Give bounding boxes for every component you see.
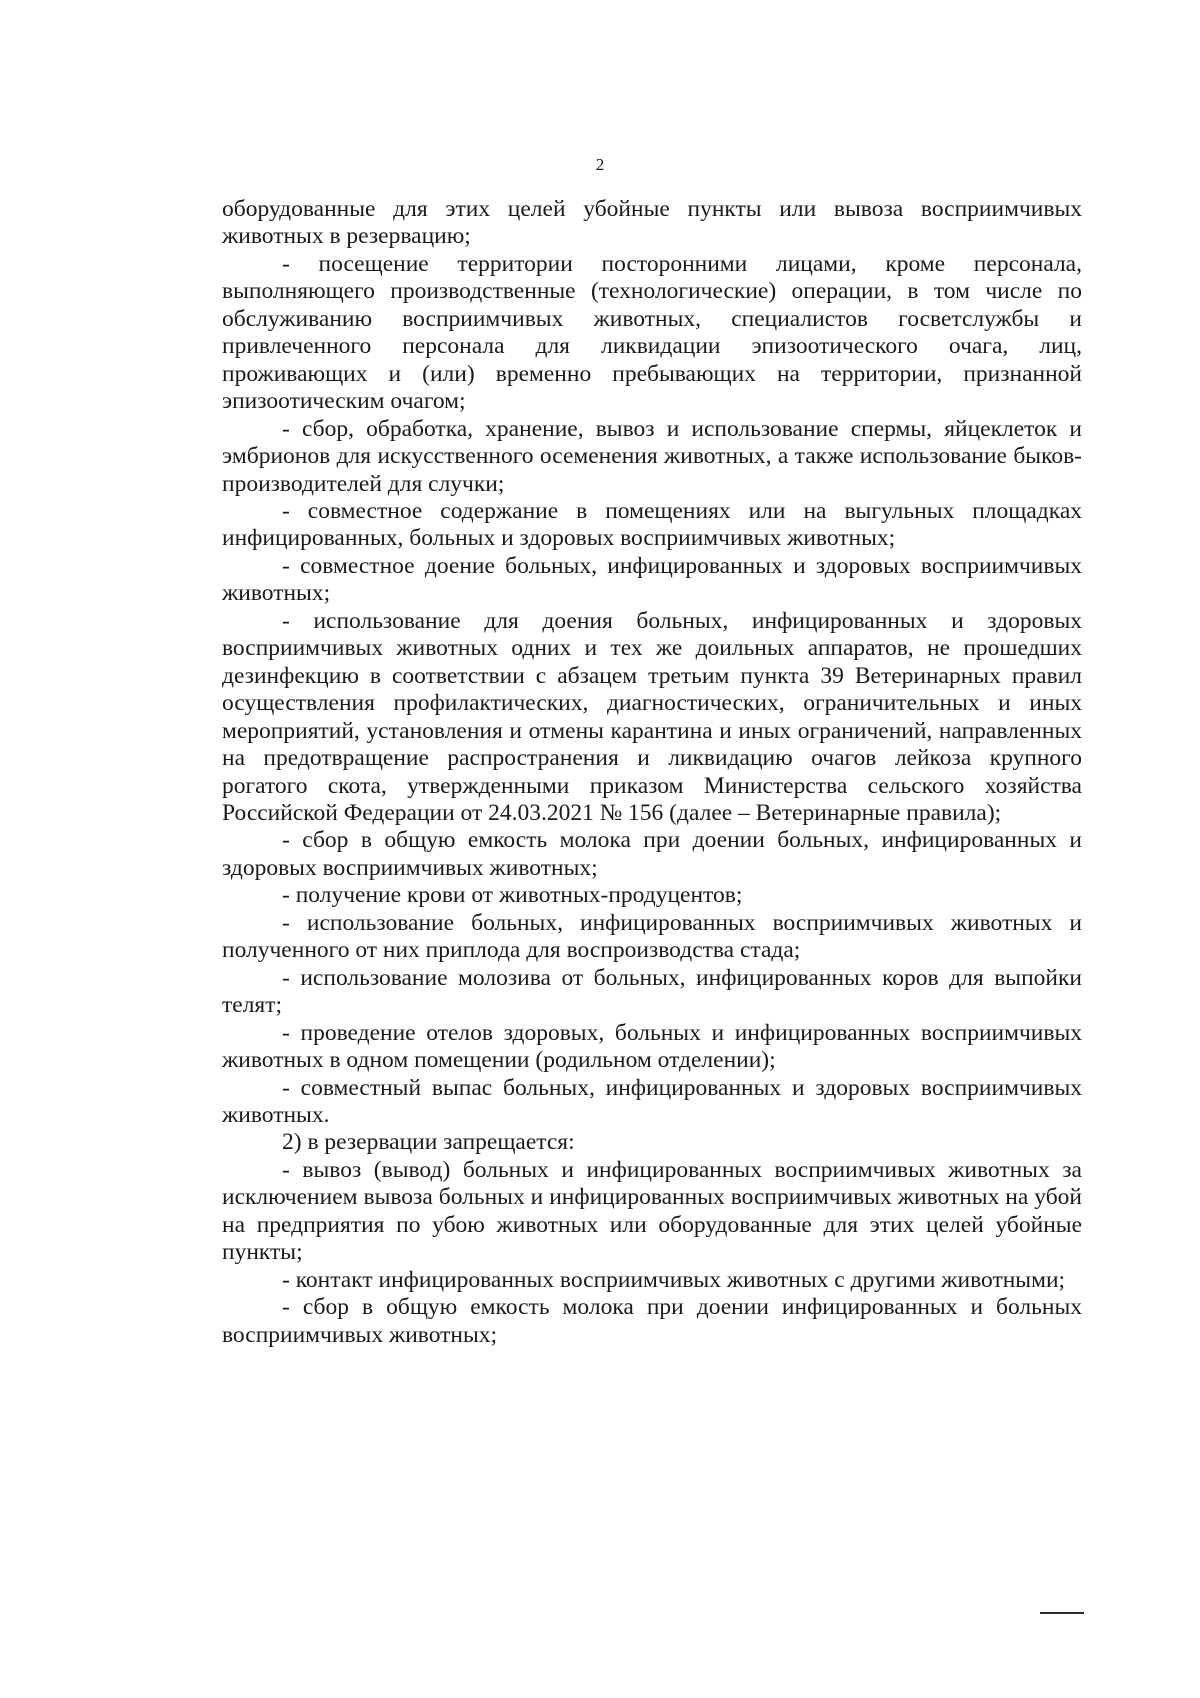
paragraph: - совместное доение больных, инфицированных и здоровых восприимчивых животных; <box>222 552 1082 607</box>
paragraph: - посещение территории посторонними лицами, кроме персонала, выполняющего производственные (технологические) операции, в том числе по обслуживанию восприимчивых животных, специалистов госветслужбы и привлеченного персонала для ликвидации эпизоотического очага, лиц, проживающих и (или) временно пребывающих на территории, признанной эпизоотическим очагом; <box>222 250 1082 415</box>
scan-edge-mark <box>1040 1612 1084 1614</box>
paragraph: - использование больных, инфицированных восприимчивых животных и полученного от них приплода для воспроизводства стада; <box>222 909 1082 964</box>
paragraph: - контакт инфицированных восприимчивых животных с другими животными; <box>282 1266 1066 1293</box>
paragraph: - совместный выпас больных, инфицированных и здоровых восприимчивых животных. <box>222 1074 1082 1128</box>
paragraph: - получение крови от животных-продуцентов; <box>282 882 743 909</box>
paragraph: - сбор, обработка, хранение, вывоз и использование спермы, яйцеклеток и эмбрионов для искусственного осеменения животных, а также использование быков-производителей для случки; <box>222 415 1082 497</box>
document-body <box>222 196 1082 1349</box>
paragraph: - сбор в общую емкость молока при доении инфицированных и больных восприимчивых животных; <box>222 1294 1082 1348</box>
page-number: 2 <box>595 155 605 174</box>
paragraph: - использование для доения больных, инфицированных и здоровых восприимчивых животных одних и тех же доильных аппаратов, не прошедших дезинфекцию в соответствии с абзацем третьим пункта 39 Ветеринарных правил осуществления профилактических, диагностических, ограничительных и иных мероприятий, установления и отмены карантина и иных ограничений, направленных на предотвращение распространения и ликвидацию очагов лейкоза крупного рогатого скота, утвержденными приказом Министерства сельского хозяйства Российской Федерации от 24.03.2021 № 156 (далее – Ветеринарные правила); <box>222 607 1082 826</box>
paragraph: - использование молозива от больных, инфицированных коров для выпойки телят; <box>222 964 1082 1019</box>
paragraph: - вывоз (вывод) больных и инфицированных восприимчивых животных за исключением вывоза больных и инфицированных восприимчивых животных на убой на предприятия по убою животных или оборудованные для этих целей убойные пункты; <box>222 1156 1082 1266</box>
paragraph: - сбор в общую емкость молока при доении больных, инфицированных и здоровых восприимчивых животных; <box>222 827 1082 881</box>
paragraph: оборудованные для этих целей убойные пункты или вывоза восприимчивых животных в резервацию; <box>222 196 1082 250</box>
paragraph: - проведение отелов здоровых, больных и инфицированных восприимчивых животных в одном помещении (родильном отделении); <box>222 1019 1082 1074</box>
paragraph: - совместное содержание в помещениях или на выгульных площадках инфицированных, больных и здоровых восприимчивых животных; <box>222 497 1082 552</box>
paragraph: 2) в резервации запрещается: <box>282 1129 575 1156</box>
